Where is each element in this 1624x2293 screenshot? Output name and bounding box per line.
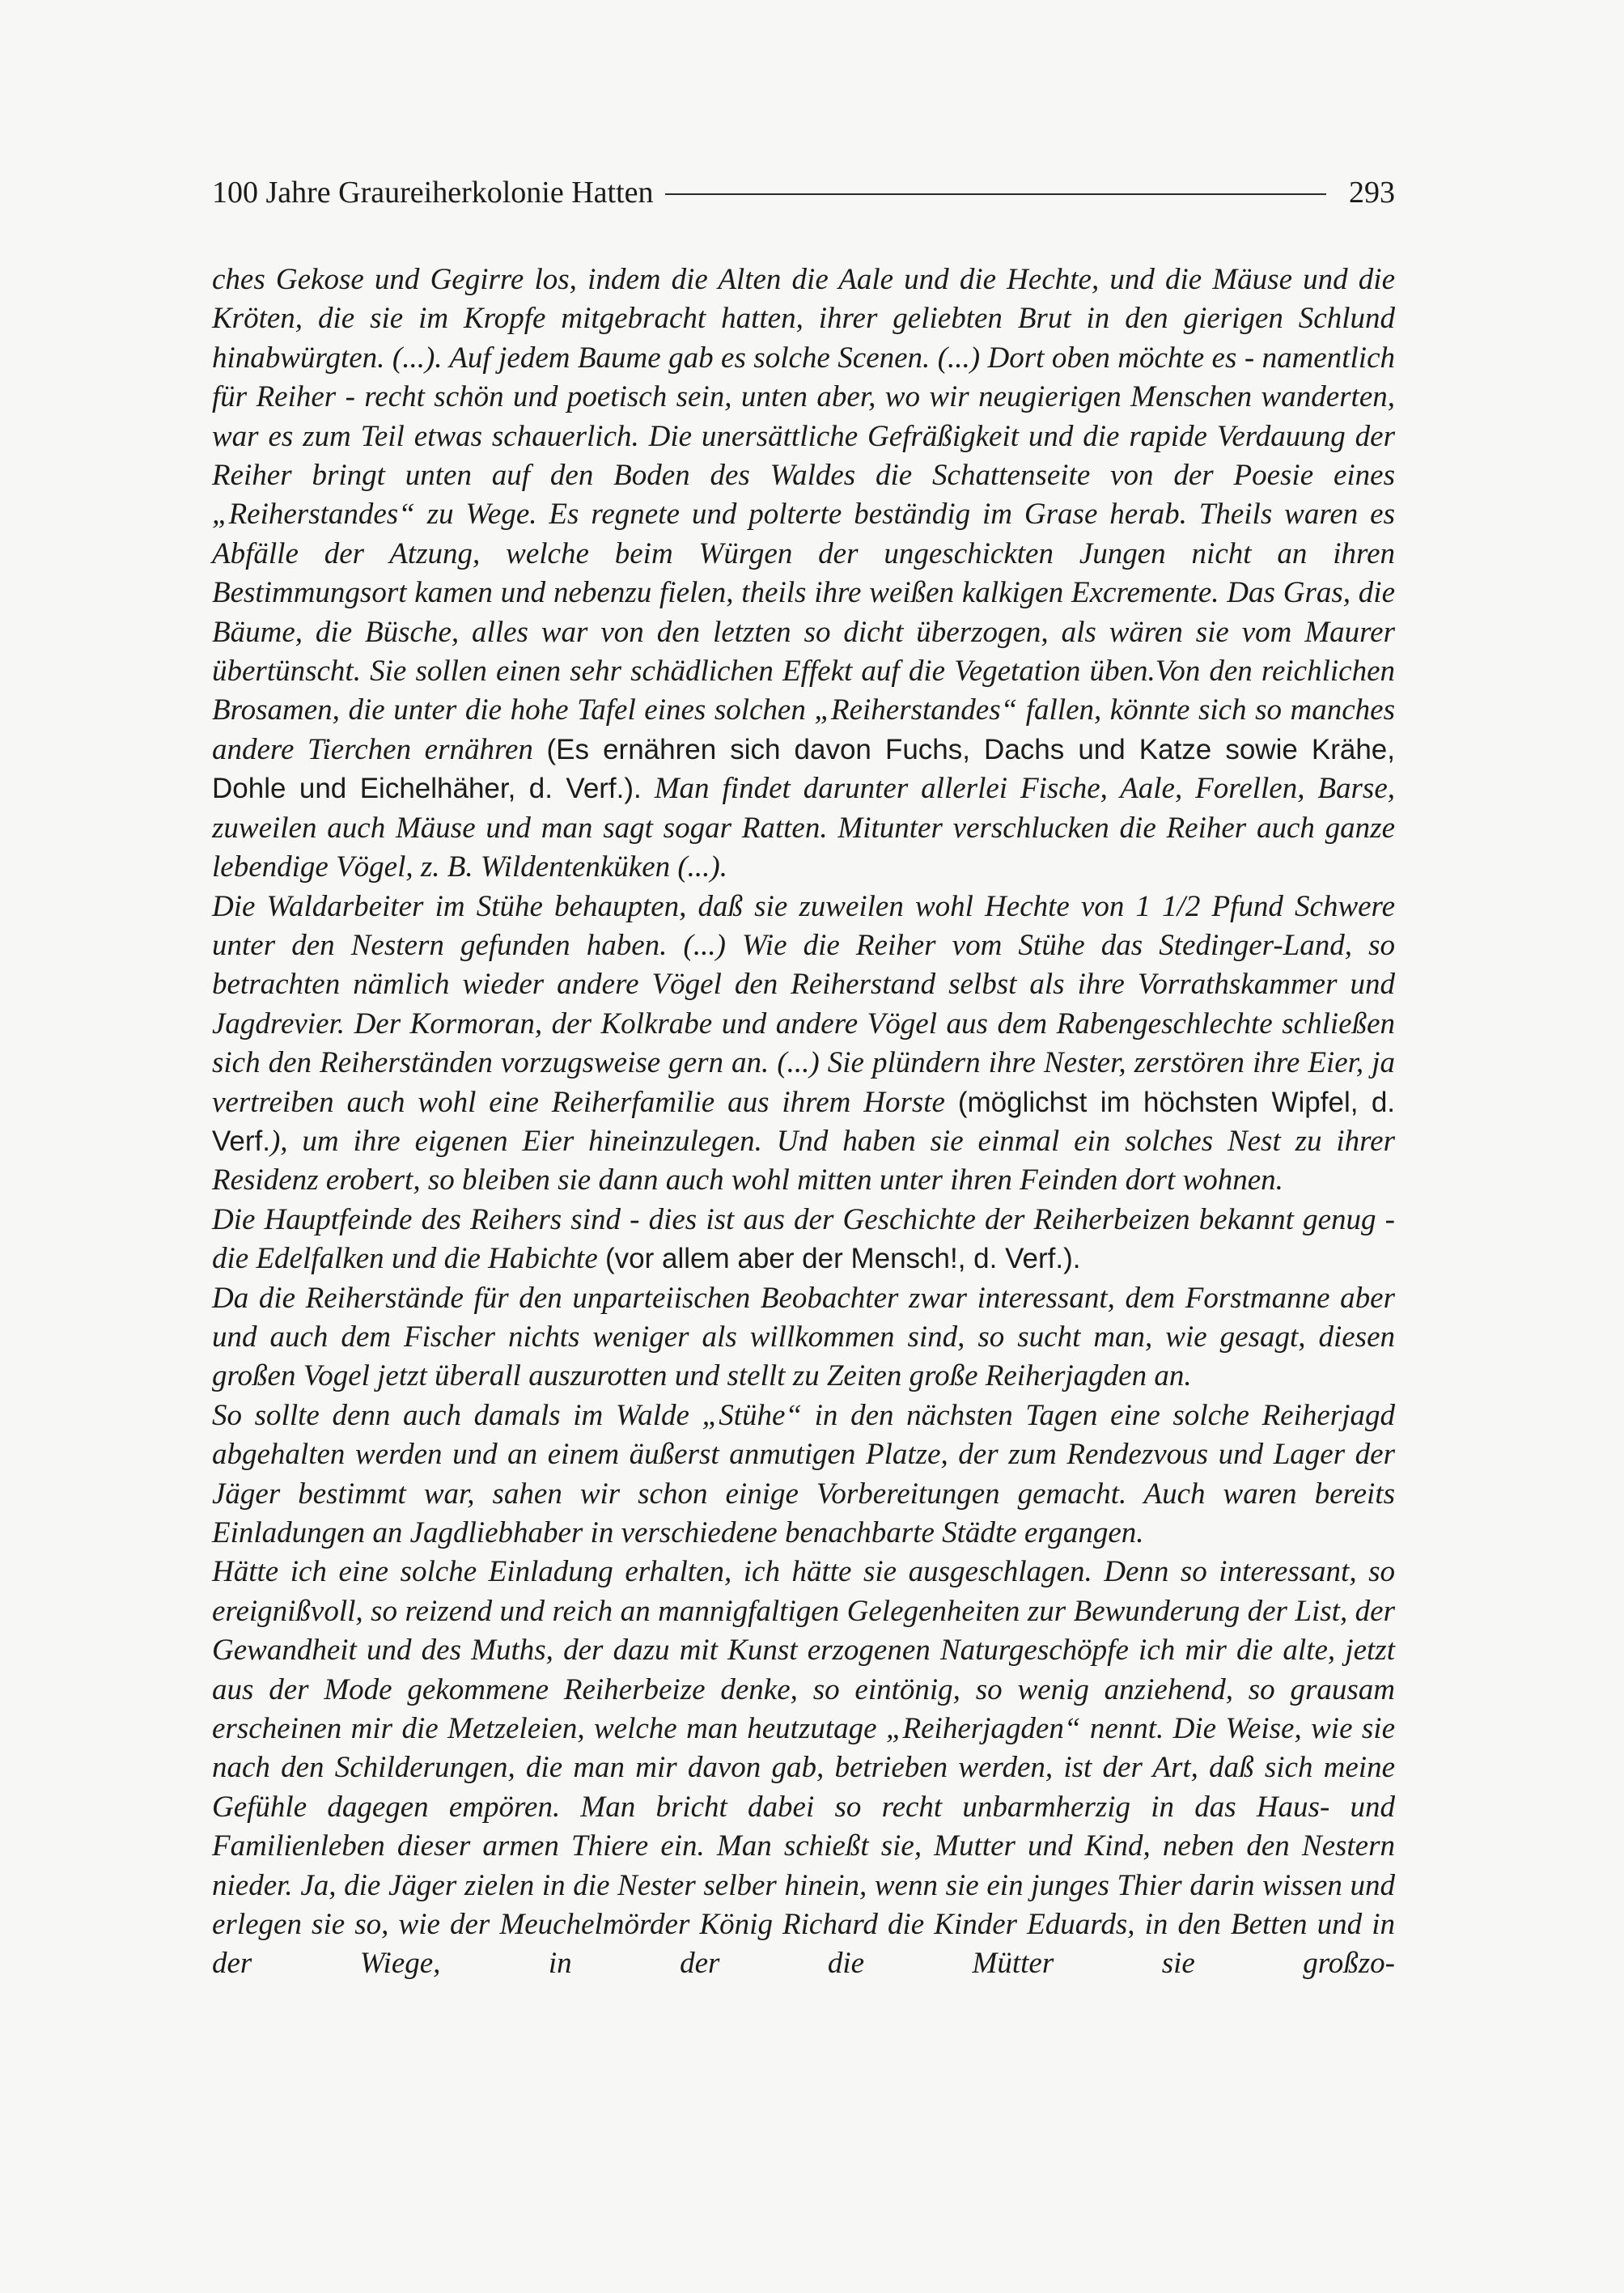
text-span: (möglichst im höchsten Wipfel, d. Verf. bbox=[212, 1086, 1396, 1157]
text-span: Man findet darunter allerlei Fische, Aale, Forellen, Barse, zuweilen auch Mäuse und man sagt sogar Ratten. Mitunter verschlucken die Reiher auch ganze lebendige Vögel, z. B. Wildentenküken (...). bbox=[212, 772, 1395, 884]
paragraph bbox=[212, 1553, 1395, 1983]
running-title: 100 Jahre Graureiherkolonie Hatten bbox=[212, 176, 654, 210]
text-span: ches Gekose und Gegirre los, indem die Alten die Aale und die Hechte, und die Mäuse und die Kröten, die sie im Kropfe mitgebracht hatten, ihrer geliebten Brut in den gierigen Schlund hinabwürgten. (...). Auf jedem Baume gab es solche Scenen. (...) Dort oben möchte es - namentlich für Reiher - recht schön und poetisch sein, unten aber, wo wir neugierigen Menschen wanderten, war es zum Teil etwas schauerlich. Die unersättliche Gefräßigkeit und die rapide Verdauung der Reiher bringt unten auf den Boden des Waldes die Schattenseite von der Poesie eines „Reiherstandes“ zu Wege. Es regnete und polterte beständig im Grase herab. Theils waren es Abfälle der Atzung, welche beim Würgen der ungeschickten Jungen nicht an ihren Bestimmungsort kamen und nebenzu fielen, theils ihre weißen kalkigen Excremente. Das Gras, die Bäume, die Büsche, alles war von den letzten so dicht überzogen, als wären sie vom Maurer übertünscht. Sie sollen einen sehr schädlichen Effekt auf die Vegetation üben.Von den reichlichen Brosamen, die unter die hohe Tafel eines solchen „Reiherstandes“ fallen, könnte sich so manches andere Tierchen ernähren bbox=[212, 263, 1395, 766]
paragraph bbox=[212, 1279, 1395, 1397]
paragraph bbox=[212, 261, 1395, 888]
page-number: 293 bbox=[1349, 176, 1395, 210]
text-span: (Es ernähren sich davon Fuchs, Dachs und Katze sowie Krähe, Dohle und Eichelhäher, d. Verf.). bbox=[212, 733, 1395, 805]
text-span: Die Waldarbeiter im Stühe behaupten, daß sie zuweilen wohl Hechte von 1 1/2 Pfund Schwere unter den Nestern gefunden haben. (...) Wie die Reiher vom Stühe das Stedinger-Land, so betrachten nämlich wieder andere Vögel den Reiherstand selbst als ihre Vorrathskammer und Jagdrevier. Der Kormoran, der Kolkrabe und andere Vögel aus dem Rabengeschlechte schließen sich den Reiherständen vorzugsweise gern an. (...) Sie plündern ihre Nester, zerstören ihre Eier, ja vertreiben auch wohl eine Reiherfamilie aus ihrem Horste bbox=[212, 889, 1395, 1119]
text-span: Hätte ich eine solche Einladung erhalten, ich hätte sie ausgeschlagen. Denn so interessant, so ereignißvoll, so reizend und reich an mannigfaltigen Gelegenheiten zur Bewunderung der List, der Gewandheit und des Muths, der dazu mit Kunst erzogenen Naturgeschöpfe ich mir die alte, jetzt aus der Mode gekommene Reiherbeize denke, so eintönig, so wenig anziehend, so grausam erscheinen mir die Metzeleien, welche man heutzutage „Reiherjagden“ nennt. Die Weise, wie sie nach den Schilderungen, die man mir davon gab, betrieben werden, ist der Art, daß sich meine Gefühle dagegen empören. Man bricht dabei so recht unbarmherzig in das Haus- und Familienleben dieser armen Thiere ein. Man schießt sie, Mutter und Kind, neben den Nestern nieder. Ja, die Jäger zielen in die Nester selber hinein, wenn sie ein junges Thier darin wissen und erlegen sie so, wie der Meuchelmörder König Richard die Kinder Eduards, in den Betten und in der Wiege, in der die Mütter sie großzo- bbox=[212, 1555, 1395, 1981]
text-span: (vor allem aber der Mensch!, d. Verf.). bbox=[605, 1243, 1081, 1275]
page-header bbox=[212, 173, 1395, 212]
text-span: So sollte denn auch damals im Walde „Stühe“ in den nächsten Tagen eine solche Reiherjagd abgehalten werden und an einem äußerst anmutigen Platze, der zum Rendezvous und Lager der Jäger bestimmt war, sahen wir schon einige Vorbereitungen gemacht. Auch waren bereits Einladungen an Jagdliebhaber in verschiedene benachbarte Städte ergangen. bbox=[212, 1398, 1395, 1549]
header-rule bbox=[665, 193, 1326, 195]
paragraph bbox=[212, 1201, 1395, 1279]
paragraph bbox=[212, 888, 1395, 1201]
text-span: ), um ihre eigenen Eier hineinzulegen. Und haben sie einmal ein solches Nest zu ihrer Residenz erobert, so bleiben sie dann auch wohl mitten unter ihren Feinden dort wohnen. bbox=[212, 1124, 1395, 1197]
text-span: Die Hauptfeinde des Reihers sind - dies ist aus der Geschichte der Reiherbeizen bekannt genug - die Edelfalken und die Habichte bbox=[212, 1202, 1395, 1276]
text-span: Da die Reiherstände für den unparteiischen Beobachter zwar interessant, dem Forstmanne aber und auch dem Fischer nichts weniger als willkommen sind, so sucht man, wie gesagt, diesen großen Vogel jetzt überall auszurotten und stellt zu Zeiten große Reiherjagden an. bbox=[212, 1281, 1395, 1393]
paragraph bbox=[212, 1397, 1395, 1553]
body-text bbox=[212, 261, 1395, 1984]
